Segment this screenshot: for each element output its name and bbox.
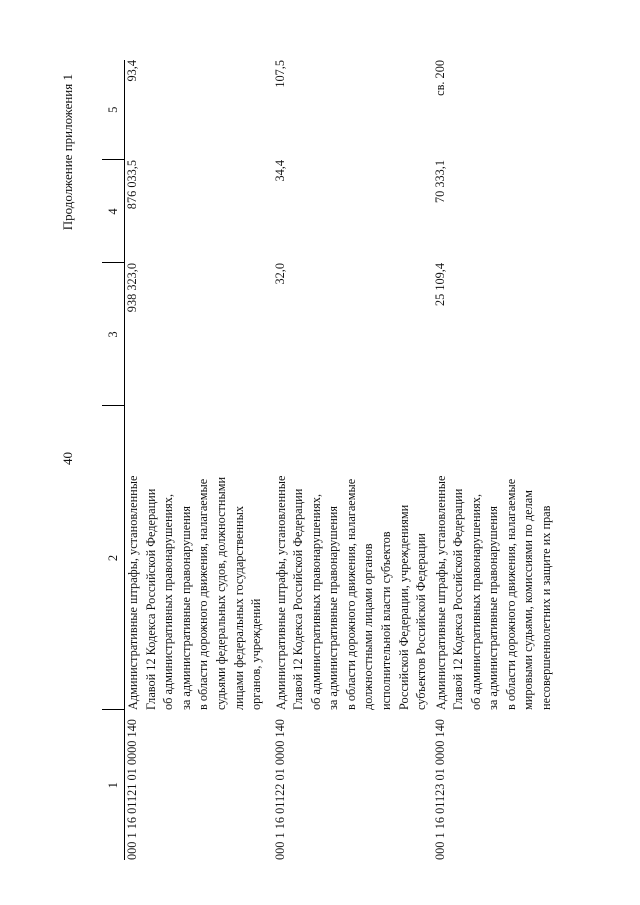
percent-value: 93,4 [125, 60, 139, 82]
row-description [125, 406, 273, 710]
description-line: об административных правонарушениях, [308, 493, 323, 710]
column-number: 2 [102, 406, 125, 710]
description-line: субъектов Российской Федерации [414, 533, 429, 710]
description-line: в области дорожного движения, налагаемые [343, 478, 358, 710]
rotated-page [60, 60, 580, 860]
description-line: об административных правонарушениях, [161, 493, 176, 710]
budget-code: 000 1 16 01121 01 0000 140 [125, 719, 139, 860]
row-description [273, 406, 433, 710]
table-row [125, 60, 273, 860]
description-line: об административных правонарушениях, [468, 493, 483, 710]
table-row [433, 60, 565, 860]
actual-value: 70 333,1 [432, 160, 447, 204]
planned-value: 938 323,0 [125, 263, 139, 313]
percent-value: св. 200 [432, 60, 447, 96]
description-line: Российской Федерации, учреждениями [396, 504, 411, 710]
revenue-table [102, 60, 565, 860]
description-line: лицами федеральных государственных [231, 505, 246, 710]
budget-code: 000 1 16 01122 01 0000 140 [272, 719, 287, 860]
column-number: 5 [102, 60, 125, 160]
percent-value: 107,5 [272, 60, 287, 88]
column-number-row [102, 60, 125, 860]
planned-value: 25 109,4 [432, 263, 447, 307]
description-line: за административные правонарушения [486, 505, 501, 710]
description-line: в области дорожного движения, налагаемые [503, 478, 518, 710]
description-line: Главой 12 Кодекса Российской Федерации [291, 488, 306, 710]
description-line: несовершеннолетних и защите их прав [539, 505, 554, 710]
description-line: в области дорожного движения, налагаемые [196, 478, 211, 710]
column-number: 4 [102, 160, 125, 263]
description-line: Административные штрафы, установленные [433, 475, 448, 710]
row-description [433, 406, 565, 710]
column-number: 3 [102, 263, 125, 406]
description-line: судьями федеральных судов, должностными [213, 476, 228, 710]
description-line: должностными лицами органов [361, 543, 376, 710]
description-line: Административные штрафы, установленные [126, 475, 140, 710]
description-line: Главой 12 Кодекса Российской Федерации [143, 488, 158, 710]
appendix-caption: Продолжение приложения 1 [60, 74, 75, 231]
description-line: мировыми судьями, комиссиями по делам [521, 490, 536, 710]
description-line: органов, учреждений [249, 598, 264, 710]
description-line: за административные правонарушения [326, 505, 341, 710]
actual-value: 34,4 [272, 160, 287, 182]
description-line: за административные правонарушения [178, 505, 193, 710]
planned-value: 32,0 [272, 263, 287, 285]
table-row [273, 60, 433, 860]
budget-code: 000 1 16 01123 01 0000 140 [432, 719, 447, 860]
description-line: исполнительной власти субъектов [379, 531, 394, 710]
column-number: 1 [102, 710, 125, 860]
page-number: 40 [60, 452, 75, 465]
actual-value: 876 033,5 [125, 160, 139, 210]
description-line: Главой 12 Кодекса Российской Федерации [451, 488, 466, 710]
description-line: Административные штрафы, установленные [273, 475, 288, 710]
